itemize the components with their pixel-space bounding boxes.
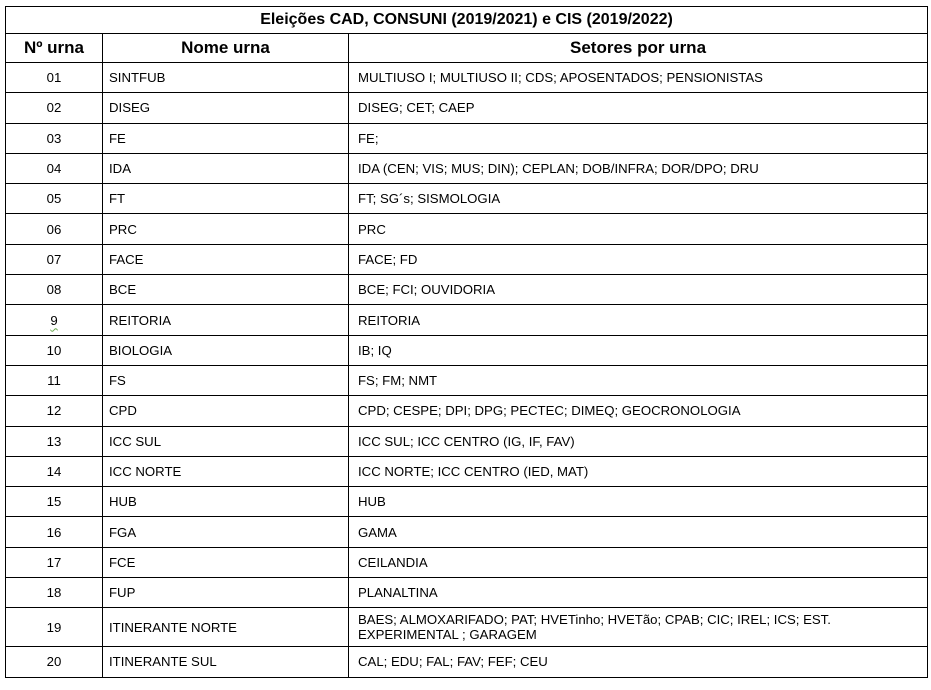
urn-number: 01 [6,63,103,93]
urn-name: BIOLOGIA [103,335,349,365]
urn-sectors: ICC NORTE; ICC CENTRO (IED, MAT) [349,456,928,486]
urn-number: 02 [6,93,103,123]
urn-sectors: BCE; FCI; OUVIDORIA [349,275,928,305]
table-row [6,547,928,577]
table-title: Eleições CAD, CONSUNI (2019/2021) e CIS (2019/2022) [6,7,928,34]
urn-name: FS [103,365,349,395]
urn-number: 20 [6,647,103,677]
urn-number: 13 [6,426,103,456]
spellcheck-underline: 9 [50,312,58,328]
urn-name: ITINERANTE SUL [103,647,349,677]
table-row [6,275,928,305]
urn-name: FUP [103,578,349,608]
urn-name: PRC [103,214,349,244]
urn-name: ITINERANTE NORTE [103,608,349,647]
urn-name: CPD [103,396,349,426]
urn-name: FCE [103,547,349,577]
urn-sectors: CEILANDIA [349,547,928,577]
table-row [6,93,928,123]
urn-sectors: FACE; FD [349,244,928,274]
urn-name: FGA [103,517,349,547]
urn-sectors: FS; FM; NMT [349,365,928,395]
urn-sectors: PRC [349,214,928,244]
table-row [6,487,928,517]
table-row [6,647,928,677]
urn-name: IDA [103,153,349,183]
urn-number [6,305,103,335]
urn-name: FT [103,184,349,214]
urn-number: 14 [6,456,103,486]
urn-sectors: CPD; CESPE; DPI; DPG; PECTEC; DIMEQ; GEOCRONOLOGIA [349,396,928,426]
urn-sectors: MULTIUSO I; MULTIUSO II; CDS; APOSENTADOS; PENSIONISTAS [349,63,928,93]
urn-sectors: CAL; EDU; FAL; FAV; FEF; CEU [349,647,928,677]
urn-name: DISEG [103,93,349,123]
urn-name: BCE [103,275,349,305]
urn-sectors: FT; SG´s; SISMOLOGIA [349,184,928,214]
urn-number: 04 [6,153,103,183]
table-row [6,456,928,486]
urn-name: REITORIA [103,305,349,335]
document-table-wrapper [5,6,928,678]
urn-name: ICC NORTE [103,456,349,486]
urn-name: FACE [103,244,349,274]
urn-number: 18 [6,578,103,608]
urn-sectors: IB; IQ [349,335,928,365]
urn-number: 19 [6,608,103,647]
urn-name: FE [103,123,349,153]
urn-number: 15 [6,487,103,517]
urn-name: ICC SUL [103,426,349,456]
urn-number: 05 [6,184,103,214]
ballot-box-table [5,6,928,678]
table-row [6,184,928,214]
urn-number: 17 [6,547,103,577]
table-row [6,305,928,335]
table-row [6,244,928,274]
urn-sectors: GAMA [349,517,928,547]
table-row [6,365,928,395]
table-row [6,578,928,608]
urn-sectors: PLANALTINA [349,578,928,608]
table-row [6,608,928,647]
column-header-sectors: Setores por urna [349,34,928,63]
column-header-name: Nome urna [103,34,349,63]
urn-sectors: FE; [349,123,928,153]
urn-name: HUB [103,487,349,517]
urn-number: 10 [6,335,103,365]
urn-number: 11 [6,365,103,395]
table-row [6,153,928,183]
urn-number: 08 [6,275,103,305]
urn-sectors: REITORIA [349,305,928,335]
table-row [6,214,928,244]
urn-number: 12 [6,396,103,426]
urn-number: 03 [6,123,103,153]
urn-sectors: BAES; ALMOXARIFADO; PAT; HVETinho; HVETão; CPAB; CIC; IREL; ICS; EST. EXPERIMENTAL ; GARAGEM [349,608,928,647]
column-header-number: Nº urna [6,34,103,63]
urn-sectors: HUB [349,487,928,517]
urn-number: 06 [6,214,103,244]
urn-name: SINTFUB [103,63,349,93]
urn-sectors: ICC SUL; ICC CENTRO (IG, IF, FAV) [349,426,928,456]
table-row [6,63,928,93]
table-row [6,517,928,547]
urn-sectors: DISEG; CET; CAEP [349,93,928,123]
table-row [6,335,928,365]
urn-number: 16 [6,517,103,547]
table-row [6,396,928,426]
table-row [6,426,928,456]
urn-number: 07 [6,244,103,274]
table-row [6,123,928,153]
urn-sectors: IDA (CEN; VIS; MUS; DIN); CEPLAN; DOB/INFRA; DOR/DPO; DRU [349,153,928,183]
